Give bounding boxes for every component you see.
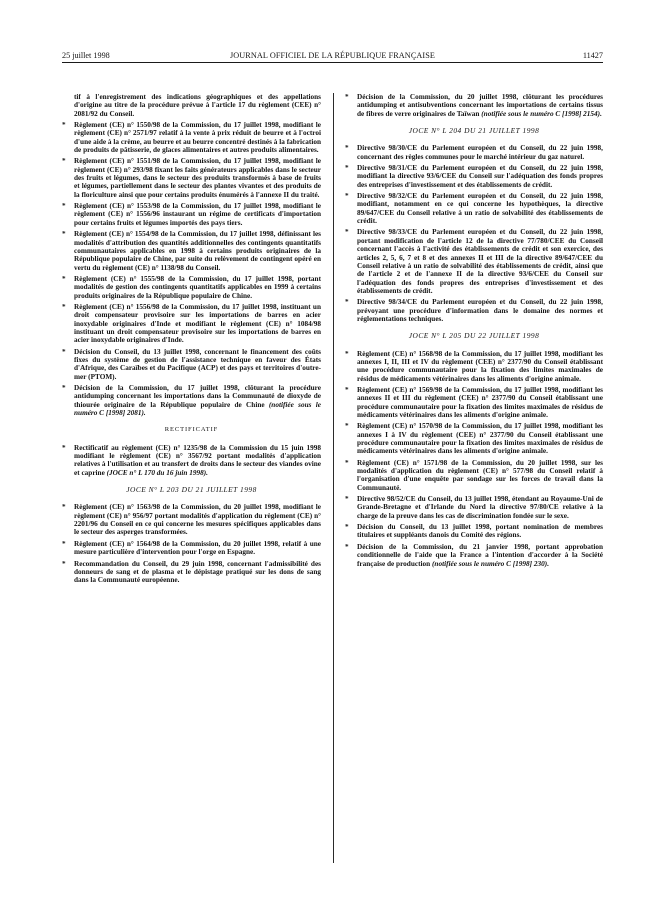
list-item: * Décision de la Commission, du 17 juillet 1998, clôturant la procédure antidumping concernant les importations dans la Communauté de dioxyde de thiourée originaire de la République populaire de Chine (notifiée sous le numéro C [1998] 2081). (62, 384, 321, 418)
bullet-icon: * (345, 192, 349, 201)
bullet-icon: * (345, 385, 349, 394)
list-item: * Règlement (CE) n° 1550/98 de la Commission, du 17 juillet 1998, modifiant le règlement (CE) n° 2571/97 relatif à la vente à prix réduit de beurre et à l'octroi d'une aide à la crème, au beurre et au beurre concentré destinés à la fabrication de produits de pâtisserie, de glaces alimentaires et autres produits alimentaires. (62, 121, 321, 155)
bullet-icon: * (345, 164, 349, 173)
list-item: * Règlement (CE) n° 1553/98 de la Commission, du 17 juillet 1998, modifiant le règlement (CE) n° 1556/96 instaurant un régime de certificats d'importation pour certains fruits et légumes importés des pays tiers. (62, 202, 321, 227)
bullet-icon: * (345, 523, 349, 532)
list-item: * Recommandation du Conseil, du 29 juin 1998, concernant l'admissibilité des donneurs de sang et de plasma et le dépistage pratiqué sur les dons de sang dans la Communauté européenne. (62, 559, 321, 585)
column-separator (333, 93, 334, 863)
header-rule (62, 62, 603, 63)
section-heading-joce-205: JOCE N° L 205 DU 22 JUILLET 1998 (408, 331, 540, 341)
bullet-icon: * (345, 495, 349, 504)
section-heading-joce-203: JOCE N° L 203 DU 21 JUILLET 1998 (126, 485, 257, 495)
list-item: * Règlement (CE) n° 1568/98 de la Commission, du 17 juillet 1998, modifiant les annexes I, II, III et IV du règlement (CEE) n° 2377/90 du Conseil établissant une procédure communautaire pour la fixation des limites maximales de résidus de médicaments vétérinaires dans les aliments d'origine animale. (345, 349, 603, 383)
bullet-icon: * (345, 349, 349, 358)
list-item: * Règlement (CE) n° 1555/98 de la Commission, du 17 juillet 1998, portant modalités de gestion des contingents quantitatifs applicables en 1999 à certains produits originaires de la République populaire de Chine. (62, 274, 321, 300)
bullet-icon: * (62, 157, 66, 166)
section-heading-joce-204: JOCE N° L 204 DU 21 JUILLET 1998 (408, 126, 540, 136)
bullet-icon: * (62, 121, 66, 130)
continued-entry: tif à l'enregistrement des indications géographiques et des appellations d'origine au titre de la procédure prévue à l'article 17 du règlement (CEE) n° 2081/92 du Conseil. (74, 93, 321, 118)
list-item: * Décision du Conseil, du 13 juillet 1998, concernant le financement des coûts fixes du système de gestion de l'assistance technique en faveur des États d'Afrique, des Caraïbes et du Pacifique (ACP) et des pays et territoires d'outre-mer (PTOM). (62, 347, 321, 381)
bullet-icon: * (345, 93, 349, 101)
list-item: * Décision de la Commission, du 20 juillet 1998, clôturant les procédures antidumping et antisubventions concernant les importations de certains tissus de fibres de verre originaires de Taïwan (notifiée sous le numéro C [1998] 2154). (345, 93, 603, 118)
left-column (62, 93, 321, 588)
bullet-icon: * (62, 559, 66, 568)
bullet-icon: * (62, 202, 66, 211)
bullet-icon: * (62, 347, 66, 356)
bullet-icon: * (62, 230, 66, 239)
bullet-icon: * (345, 542, 349, 551)
header-date: 25 juillet 1998 (62, 51, 110, 60)
list-item: * Directive 98/32/CE du Parlement européen et du Conseil, du 22 juin 1998, modifiant, notamment en ce qui concerne les hypothèques, la directive 89/647/CEE du Conseil relative à un ratio de solvabilité des établissements de crédit. (345, 192, 603, 226)
list-item: * Règlement (CE) n° 1563/98 de la Commission, du 20 juillet 1998, modifiant le règlement (CE) n° 956/97 portant modalités d'application du règlement (CE) n° 2201/96 du Conseil en ce qui concerne les mesures spécifiques applicables dans le secteur des asperges transformées. (62, 503, 321, 537)
list-item: * Directive 98/52/CE du Conseil, du 13 juillet 1998, étendant au Royaume-Uni de Grande-Bretagne et d'Irlande du Nord la directive 97/80/CE relative à la charge de la preuve dans les cas de discrimination fondée sur le sexe. (345, 495, 603, 520)
bullet-icon: * (62, 503, 66, 512)
journal-title: JOURNAL OFFICIEL DE LA RÉPUBLIQUE FRANÇAISE (230, 51, 435, 60)
list-item: * Décision de la Commission, du 21 janvier 1998, portant approbation conditionnelle de l'aide que la France a l'intention d'accorder à la Société française de production (notifiée sous le numéro C [1998] 230). (345, 542, 603, 568)
list-item: * Directive 98/31/CE du Parlement européen et du Conseil, du 22 juin 1998, modifiant la directive 93/6/CEE du Conseil sur l'adéquation des fonds propres des entreprises d'investissement et des établissements de crédit. (345, 164, 603, 189)
list-item: * Règlement (CE) n° 1554/98 de la Commission, du 17 juillet 1998, définissant les modalités d'attribution des quantités additionnelles des contingents quantitatifs communautaires applicables en 1998 à certains produits originaires de la République populaire de Chine, par suite du relèvement de contingent opéré en vertu du règlement (CE) n° 1138/98 du Conseil. (62, 230, 321, 272)
bullet-icon: * (345, 298, 349, 307)
bullet-icon: * (345, 144, 349, 153)
page-number: 11427 (582, 51, 603, 60)
list-item: * Directive 98/34/CE du Parlement européen et du Conseil, du 22 juin 1998, prévoyant une procédure d'information dans le domaine des normes et réglementations techniques. (345, 298, 603, 323)
list-item: * Directive 98/33/CE du Parlement européen et du Conseil, du 22 juin 1998, portant modification de l'article 12 de la directive 77/780/CEE du Conseil concernant l'accès à l'activité des établissements de crédit et son exercice, des articles 2, 5, 6, 7 et 8 et des annexes II et III de la directive 89/647/CEE du Conseil relative à un ratio de solvabilité des établissements de crédit, ainsi que de l'article 2 et de l'annexe II de la directive 93/6/CEE du Conseil sur l'adéquation des fonds propres des entreprises d'investissement et des établissements de crédit. (345, 228, 603, 295)
list-item: * Décision du Conseil, du 13 juillet 1998, portant nomination de membres titulaires et suppléants danois du Comité des régions. (345, 523, 603, 540)
list-item: * Règlement (CE) n° 1569/98 de la Commission, du 17 juillet 1998, modifiant les annexes II et III du règlement (CEE) n° 2377/90 du Conseil établissant une procédure communautaire pour la fixation des limites maximales de résidus de médicaments vétérinaires dans les aliments d'origine animale. (345, 385, 603, 419)
list-item: * Règlement (CE) n° 1551/98 de la Commission, du 17 juillet 1998, modifiant le règlement (CE) n° 293/98 fixant les faits générateurs applicables dans le secteur des fruits et légumes, dans le secteur des produits transformés à base de fruits et légumes, partiellement dans le secteur des plantes vivantes et des produits de la floriculture ainsi que pour certains produits énumérés à l'annexe II du traité. (62, 157, 321, 199)
section-heading-rectificatif: RECTIFICATIF (164, 426, 219, 434)
list-item: * Rectificatif au règlement (CE) n° 1235/98 de la Commission du 15 juin 1998 modifiant le règlement (CE) n° 3567/92 portant modalités d'application relatives à l'utilisation et au transfert de droits dans le secteur des viandes ovine et caprine (JOCE n° L 170 du 16 juin 1998). (62, 443, 321, 477)
list-item: * Règlement (CE) n° 1571/98 de la Commission, du 20 juillet 1998, sur les modalités d'application du règlement (CE) n° 577/98 du Conseil relatif à l'organisation d'une enquête par sondage sur les forces de travail dans la Communauté. (345, 458, 603, 492)
bullet-icon: * (345, 422, 349, 431)
list-item: * Règlement (CE) n° 1564/98 de la Commission, du 20 juillet 1998, relatif à une mesure particulière d'intervention pour l'orge en Espagne. (62, 539, 321, 557)
list-item: * Directive 98/30/CE du Parlement européen et du Conseil, du 22 juin 1998, concernant des règles communes pour le marché intérieur du gaz naturel. (345, 144, 603, 161)
bullet-icon: * (62, 384, 66, 392)
bullet-icon: * (345, 228, 349, 237)
list-item: * Règlement (CE) n° 1570/98 de la Commission, du 17 juillet 1998, modifiant les annexes I à IV du règlement (CEE) n° 2377/90 du Conseil établissant une procédure communautaire pour la fixation des limites maximales de résidus de médicaments vétérinaires dans les aliments d'origine animale. (345, 422, 603, 456)
bullet-icon: * (345, 458, 349, 467)
right-column (345, 93, 603, 571)
list-item: * Règlement (CE) n° 1556/98 de la Commission, du 17 juillet 1998, instituant un droit compensateur provisoire sur les importations de barres en acier inoxydable originaires d'Inde et modifiant le règlement (CE) n° 1084/98 instituant un droit compensateur provisoire sur les importations de barres en acier inoxydable originaires d'Inde. (62, 302, 321, 345)
bullet-icon: * (62, 539, 66, 548)
bullet-icon: * (62, 302, 66, 311)
bullet-icon: * (62, 274, 66, 283)
bullet-icon: * (62, 443, 66, 452)
